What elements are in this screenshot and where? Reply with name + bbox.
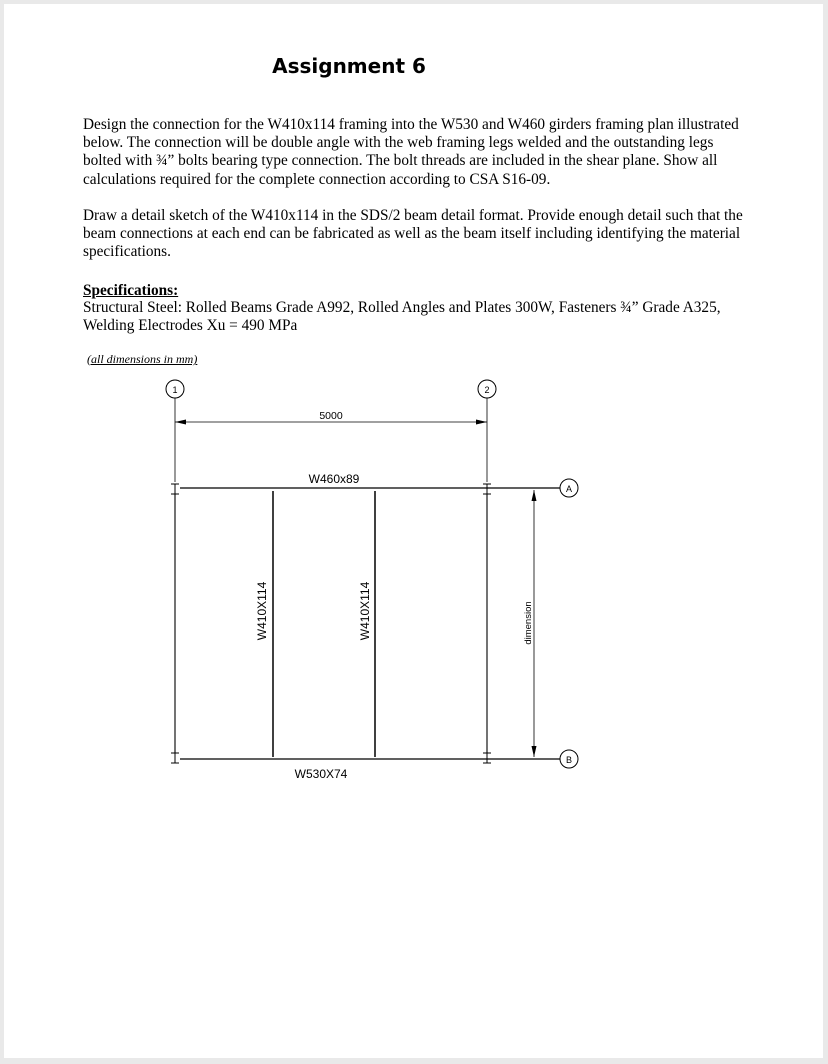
column-marker-1b [171,753,179,763]
specifications-text: Structural Steel: Rolled Beams Grade A992, Rolled Angles and Plates 300W, Fasteners ¾” Grade A325, Welding Electrodes Xu = 490 MPa [83,299,721,335]
design-paragraph: Design the connection for the W410x114 framing into the W530 and W460 girders framing plan illustrated below. The connection will be double angle with the web framing legs welded and the outstanding legs bolted with ¾” bolts bearing type connection. The bolt threads are included in the shear plane. Show all calculations required for the complete connection according to CSA S16-09. [83,116,739,188]
column-marker-2a [483,484,491,494]
side-arrow-top [532,490,537,501]
grid-label-b: B [565,755,573,765]
span-arrow-right [476,420,487,425]
column-marker-1a [171,484,179,494]
detail-paragraph: Draw a detail sketch of the W410x114 in the SDS/2 beam detail format. Provide enough detail such that the beam connections at each end can be fabricated as well as the beam itself including identifying the material specifications. [83,207,743,261]
grid-label-2: 2 [484,385,490,395]
beam-left-label: W410X114 [255,581,269,641]
grid-label-1: 1 [172,385,178,395]
span-dimension-label: 5000 [319,410,343,422]
grid-label-a: A [565,484,573,494]
girder-top-label: W460x89 [308,472,360,486]
beam-right-label: W410X114 [358,581,372,641]
side-arrow-bottom [532,746,537,757]
specifications-heading: Specifications: [83,282,179,299]
column-marker-2b [483,753,491,763]
side-dimension-label: dimension [523,601,534,645]
span-arrow-left [175,420,186,425]
page-title: Assignment 6 [272,54,426,78]
dimension-note: (all dimensions in mm) [87,352,198,366]
girder-bottom-label: W530X74 [294,767,348,781]
